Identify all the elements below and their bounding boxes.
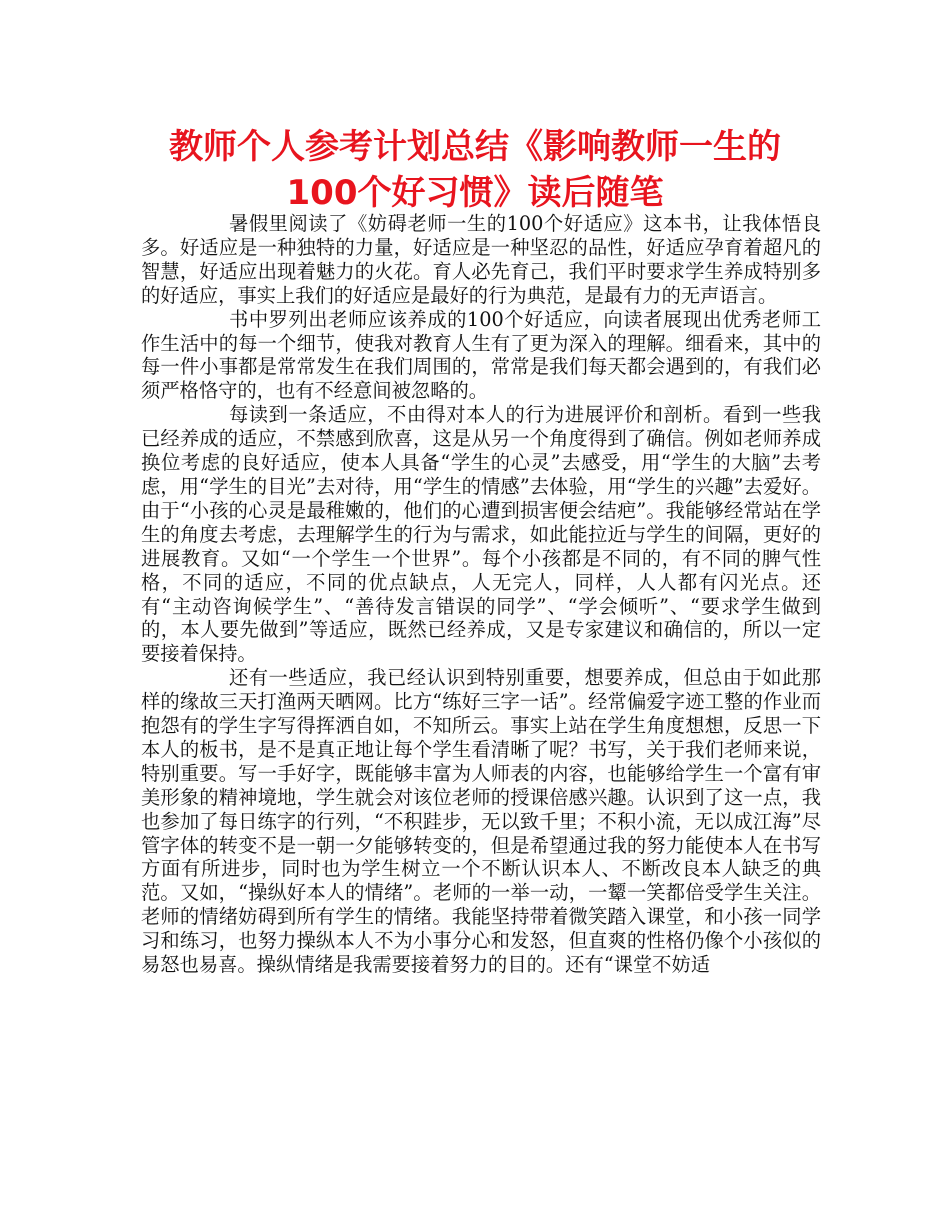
title-line-1: 教师个人参考计划总结《影响教师一生的 — [169, 127, 781, 167]
title-line-2: 100个好习惯》读后随笔 — [286, 173, 664, 213]
document-body — [141, 212, 821, 977]
paragraph: 书中罗列出老师应该养成的100个好适应，向读者展现出优秀老师工作生活中的每一个细节，使我对教育人生有了更为深入的理解。细看来，其中的每一件小事都是常常发生在我们周围的，常常是我们每天都会遇到的，有我们必须严格恪守的，也有不经意间被忽略的。 — [141, 307, 821, 403]
paragraph: 还有一些适应，我已经认识到特别重要，想要养成，但总由于如此那样的缘故三天打渔两天晒网。比方“练好三字一话”。经常偏爱字迹工整的作业而抱怨有的学生字写得挥洒自如，不知所云。事实上站在学生角度想想，反思一下本人的板书，是不是真正地让每个学生看清晰了呢？书写，关于我们老师来说，特别重要。写一手好字，既能够丰富为人师表的内容，也能够给学生一个富有审美形象的精神境地，学生就会对该位老师的授课倍感兴趣。认识到了这一点，我也参加了每日练字的行列，“不积跬步，无以致千里；不积小流，无以成江海”尽管字体的转变不是一朝一夕能够转变的，但是希望通过我的努力能使本人在书写方面有所进步，同时也为学生树立一个不断认识本人、不断改良本人缺乏的典范。又如，“操纵好本人的情绪”。老师的一举一动，一颦一笑都倍受学生关注。老师的情绪妨碍到所有学生的情绪。我能坚持带着微笑踏入课堂，和小孩一同学习和练习，也努力操纵本人不为小事分心和发怒，但直爽的性格仍像个小孩似的易怒也易喜。操纵情绪是我需要接着努力的目的。还有“课堂不妨适 — [141, 666, 821, 977]
paragraph: 暑假里阅读了《妨碍老师一生的100个好适应》这本书，让我体悟良多。好适应是一种独特的力量，好适应是一种坚忍的品性，好适应孕育着超凡的智慧，好适应出现着魅力的火花。育人必先育己，我们平时要求学生养成特别多的好适应，事实上我们的好适应是最好的行为典范，是最有力的无声语言。 — [141, 212, 821, 307]
paragraph: 每读到一条适应，不由得对本人的行为进展评价和剖析。看到一些我已经养成的适应，不禁感到欣喜，这是从另一个角度得到了确信。例如老师养成换位考虑的良好适应，使本人具备“学生的心灵”去感受，用“学生的大脑”去考虑，用“学生的目光”去对待，用“学生的情感”去体验，用“学生的兴趣”去爱好。由于“小孩的心灵是最稚嫩的，他们的心遭到损害便会结疤”。我能够经常站在学生的角度去考虑，去理解学生的行为与需求，如此能拉近与学生的间隔，更好的进展教育。又如“一个学生一个世界”。每个小孩都是不同的，有不同的脾气性格，不同的适应，不同的优点缺点，人无完人，同样，人人都有闪光点。还有“主动咨询候学生”、“善待发言错误的同学”、“学会倾听”、“要求学生做到的，本人要先做到”等适应，既然已经养成，又是专家建议和确信的，所以一定要接着保持。 — [141, 403, 821, 666]
document-title — [120, 124, 830, 216]
